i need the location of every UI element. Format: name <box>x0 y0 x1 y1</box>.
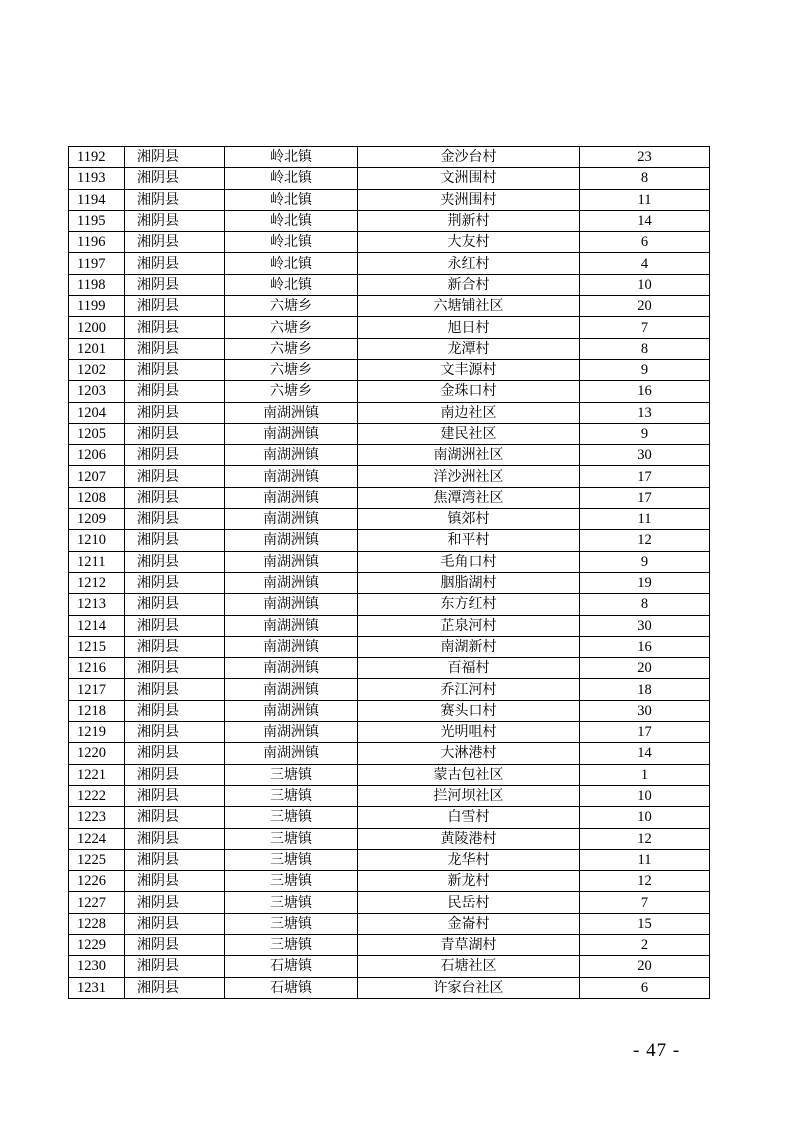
county-cell: 湘阴县 <box>125 338 225 359</box>
county-cell: 湘阴县 <box>125 934 225 955</box>
county-cell: 湘阴县 <box>125 274 225 295</box>
village-cell: 百福村 <box>358 658 580 679</box>
town-cell: 六塘乡 <box>225 381 358 402</box>
village-cell: 和平村 <box>358 530 580 551</box>
row-number-cell: 1224 <box>69 828 125 849</box>
town-cell: 三塘镇 <box>225 871 358 892</box>
count-cell: 17 <box>580 487 710 508</box>
village-cell: 民岳村 <box>358 892 580 913</box>
table-row <box>69 274 710 295</box>
table-row <box>69 934 710 955</box>
count-cell: 20 <box>580 296 710 317</box>
table-row <box>69 871 710 892</box>
village-cell: 南湖新村 <box>358 636 580 657</box>
village-cell: 文洲围村 <box>358 168 580 189</box>
county-cell: 湘阴县 <box>125 445 225 466</box>
town-cell: 六塘乡 <box>225 338 358 359</box>
row-number-cell: 1201 <box>69 338 125 359</box>
village-cell: 赛头口村 <box>358 700 580 721</box>
village-cell: 夹洲围村 <box>358 189 580 210</box>
village-cell: 龙华村 <box>358 849 580 870</box>
town-cell: 南湖洲镇 <box>225 615 358 636</box>
town-cell: 三塘镇 <box>225 934 358 955</box>
county-cell: 湘阴县 <box>125 849 225 870</box>
village-cell: 金珠口村 <box>358 381 580 402</box>
row-number-cell: 1228 <box>69 913 125 934</box>
row-number-cell: 1210 <box>69 530 125 551</box>
village-cell: 青草湖村 <box>358 934 580 955</box>
row-number-cell: 1231 <box>69 977 125 998</box>
town-cell: 石塘镇 <box>225 977 358 998</box>
count-cell: 6 <box>580 977 710 998</box>
village-cell: 拦河坝社区 <box>358 785 580 806</box>
town-cell: 岭北镇 <box>225 189 358 210</box>
count-cell: 14 <box>580 210 710 231</box>
town-cell: 岭北镇 <box>225 168 358 189</box>
table-row <box>69 572 710 593</box>
town-cell: 南湖洲镇 <box>225 509 358 530</box>
town-cell: 岭北镇 <box>225 253 358 274</box>
count-cell: 30 <box>580 445 710 466</box>
row-number-cell: 1216 <box>69 658 125 679</box>
count-cell: 1 <box>580 764 710 785</box>
table-row <box>69 700 710 721</box>
village-cell: 胭脂湖村 <box>358 572 580 593</box>
row-number-cell: 1207 <box>69 466 125 487</box>
table-row <box>69 253 710 274</box>
town-cell: 南湖洲镇 <box>225 572 358 593</box>
table-row <box>69 509 710 530</box>
row-number-cell: 1225 <box>69 849 125 870</box>
table-body <box>69 147 710 999</box>
count-cell: 11 <box>580 849 710 870</box>
count-cell: 18 <box>580 679 710 700</box>
county-cell: 湘阴县 <box>125 530 225 551</box>
village-cell: 洋沙洲社区 <box>358 466 580 487</box>
row-number-cell: 1217 <box>69 679 125 700</box>
row-number-cell: 1219 <box>69 722 125 743</box>
row-number-cell: 1229 <box>69 934 125 955</box>
count-cell: 19 <box>580 572 710 593</box>
village-cell: 金沙台村 <box>358 147 580 168</box>
village-cell: 大淋港村 <box>358 743 580 764</box>
count-cell: 8 <box>580 594 710 615</box>
county-cell: 湘阴县 <box>125 658 225 679</box>
town-cell: 三塘镇 <box>225 828 358 849</box>
village-table <box>68 146 710 999</box>
row-number-cell: 1223 <box>69 807 125 828</box>
table-row <box>69 189 710 210</box>
row-number-cell: 1202 <box>69 359 125 380</box>
count-cell: 13 <box>580 402 710 423</box>
county-cell: 湘阴县 <box>125 296 225 317</box>
table-row <box>69 977 710 998</box>
town-cell: 南湖洲镇 <box>225 594 358 615</box>
count-cell: 7 <box>580 892 710 913</box>
count-cell: 8 <box>580 338 710 359</box>
town-cell: 南湖洲镇 <box>225 423 358 444</box>
county-cell: 湘阴县 <box>125 253 225 274</box>
town-cell: 岭北镇 <box>225 274 358 295</box>
count-cell: 9 <box>580 551 710 572</box>
village-cell: 荆新村 <box>358 210 580 231</box>
county-cell: 湘阴县 <box>125 722 225 743</box>
village-cell: 六塘铺社区 <box>358 296 580 317</box>
table-row <box>69 828 710 849</box>
village-cell: 焦潭湾社区 <box>358 487 580 508</box>
row-number-cell: 1194 <box>69 189 125 210</box>
table-row <box>69 956 710 977</box>
town-cell: 南湖洲镇 <box>225 445 358 466</box>
table-row <box>69 594 710 615</box>
town-cell: 南湖洲镇 <box>225 636 358 657</box>
row-number-cell: 1211 <box>69 551 125 572</box>
village-cell: 金崙村 <box>358 913 580 934</box>
row-number-cell: 1214 <box>69 615 125 636</box>
row-number-cell: 1192 <box>69 147 125 168</box>
county-cell: 湘阴县 <box>125 785 225 806</box>
count-cell: 14 <box>580 743 710 764</box>
row-number-cell: 1193 <box>69 168 125 189</box>
count-cell: 10 <box>580 785 710 806</box>
count-cell: 7 <box>580 317 710 338</box>
town-cell: 三塘镇 <box>225 892 358 913</box>
page-number: - 47 - <box>633 1040 681 1061</box>
village-cell: 白雪村 <box>358 807 580 828</box>
town-cell: 三塘镇 <box>225 785 358 806</box>
count-cell: 20 <box>580 658 710 679</box>
row-number-cell: 1199 <box>69 296 125 317</box>
county-cell: 湘阴县 <box>125 168 225 189</box>
row-number-cell: 1195 <box>69 210 125 231</box>
count-cell: 17 <box>580 722 710 743</box>
table-row <box>69 764 710 785</box>
village-cell: 南湖洲社区 <box>358 445 580 466</box>
count-cell: 12 <box>580 871 710 892</box>
town-cell: 三塘镇 <box>225 807 358 828</box>
village-cell: 芷泉河村 <box>358 615 580 636</box>
town-cell: 南湖洲镇 <box>225 402 358 423</box>
county-cell: 湘阴县 <box>125 551 225 572</box>
village-cell: 乔江河村 <box>358 679 580 700</box>
table-row <box>69 636 710 657</box>
town-cell: 六塘乡 <box>225 296 358 317</box>
count-cell: 11 <box>580 509 710 530</box>
town-cell: 南湖洲镇 <box>225 466 358 487</box>
county-cell: 湘阴县 <box>125 743 225 764</box>
count-cell: 30 <box>580 615 710 636</box>
count-cell: 11 <box>580 189 710 210</box>
row-number-cell: 1206 <box>69 445 125 466</box>
count-cell: 10 <box>580 807 710 828</box>
town-cell: 南湖洲镇 <box>225 722 358 743</box>
town-cell: 石塘镇 <box>225 956 358 977</box>
town-cell: 岭北镇 <box>225 232 358 253</box>
county-cell: 湘阴县 <box>125 359 225 380</box>
row-number-cell: 1213 <box>69 594 125 615</box>
town-cell: 南湖洲镇 <box>225 679 358 700</box>
town-cell: 岭北镇 <box>225 147 358 168</box>
table-row <box>69 210 710 231</box>
table-row <box>69 381 710 402</box>
count-cell: 23 <box>580 147 710 168</box>
table-row <box>69 487 710 508</box>
county-cell: 湘阴县 <box>125 679 225 700</box>
county-cell: 湘阴县 <box>125 913 225 934</box>
row-number-cell: 1203 <box>69 381 125 402</box>
county-cell: 湘阴县 <box>125 487 225 508</box>
table-row <box>69 530 710 551</box>
row-number-cell: 1218 <box>69 700 125 721</box>
row-number-cell: 1227 <box>69 892 125 913</box>
village-cell: 镇郊村 <box>358 509 580 530</box>
count-cell: 30 <box>580 700 710 721</box>
row-number-cell: 1200 <box>69 317 125 338</box>
row-number-cell: 1222 <box>69 785 125 806</box>
village-cell: 新合村 <box>358 274 580 295</box>
table-row <box>69 338 710 359</box>
table-row <box>69 658 710 679</box>
village-cell: 文丰源村 <box>358 359 580 380</box>
county-cell: 湘阴县 <box>125 828 225 849</box>
row-number-cell: 1212 <box>69 572 125 593</box>
table-row <box>69 296 710 317</box>
count-cell: 6 <box>580 232 710 253</box>
town-cell: 南湖洲镇 <box>225 743 358 764</box>
table-row <box>69 679 710 700</box>
village-cell: 南边社区 <box>358 402 580 423</box>
county-cell: 湘阴县 <box>125 147 225 168</box>
county-cell: 湘阴县 <box>125 423 225 444</box>
count-cell: 9 <box>580 423 710 444</box>
county-cell: 湘阴县 <box>125 594 225 615</box>
town-cell: 南湖洲镇 <box>225 700 358 721</box>
table-row <box>69 402 710 423</box>
row-number-cell: 1230 <box>69 956 125 977</box>
table-row <box>69 807 710 828</box>
table-row <box>69 359 710 380</box>
town-cell: 六塘乡 <box>225 359 358 380</box>
village-cell: 毛角口村 <box>358 551 580 572</box>
table-row <box>69 317 710 338</box>
town-cell: 六塘乡 <box>225 317 358 338</box>
row-number-cell: 1226 <box>69 871 125 892</box>
town-cell: 岭北镇 <box>225 210 358 231</box>
table-row <box>69 849 710 870</box>
county-cell: 湘阴县 <box>125 317 225 338</box>
village-cell: 许家台社区 <box>358 977 580 998</box>
count-cell: 2 <box>580 934 710 955</box>
village-cell: 蒙古包社区 <box>358 764 580 785</box>
count-cell: 8 <box>580 168 710 189</box>
count-cell: 16 <box>580 381 710 402</box>
count-cell: 17 <box>580 466 710 487</box>
village-cell: 新龙村 <box>358 871 580 892</box>
row-number-cell: 1204 <box>69 402 125 423</box>
row-number-cell: 1215 <box>69 636 125 657</box>
county-cell: 湘阴县 <box>125 700 225 721</box>
row-number-cell: 1197 <box>69 253 125 274</box>
count-cell: 12 <box>580 828 710 849</box>
county-cell: 湘阴县 <box>125 509 225 530</box>
county-cell: 湘阴县 <box>125 977 225 998</box>
town-cell: 三塘镇 <box>225 913 358 934</box>
village-cell: 旭日村 <box>358 317 580 338</box>
table-row <box>69 232 710 253</box>
table-row <box>69 785 710 806</box>
table-row <box>69 168 710 189</box>
table-row <box>69 551 710 572</box>
county-cell: 湘阴县 <box>125 807 225 828</box>
village-cell: 永红村 <box>358 253 580 274</box>
county-cell: 湘阴县 <box>125 636 225 657</box>
village-cell: 光明咀村 <box>358 722 580 743</box>
county-cell: 湘阴县 <box>125 466 225 487</box>
table-row <box>69 892 710 913</box>
table-row <box>69 615 710 636</box>
count-cell: 10 <box>580 274 710 295</box>
county-cell: 湘阴县 <box>125 892 225 913</box>
town-cell: 南湖洲镇 <box>225 530 358 551</box>
town-cell: 三塘镇 <box>225 764 358 785</box>
count-cell: 15 <box>580 913 710 934</box>
county-cell: 湘阴县 <box>125 381 225 402</box>
village-cell: 东方红村 <box>358 594 580 615</box>
table-row <box>69 913 710 934</box>
county-cell: 湘阴县 <box>125 572 225 593</box>
table-row <box>69 743 710 764</box>
table-row <box>69 445 710 466</box>
table-row <box>69 466 710 487</box>
count-cell: 4 <box>580 253 710 274</box>
count-cell: 9 <box>580 359 710 380</box>
village-cell: 龙潭村 <box>358 338 580 359</box>
village-cell: 大友村 <box>358 232 580 253</box>
town-cell: 南湖洲镇 <box>225 658 358 679</box>
row-number-cell: 1198 <box>69 274 125 295</box>
count-cell: 20 <box>580 956 710 977</box>
county-cell: 湘阴县 <box>125 764 225 785</box>
row-number-cell: 1205 <box>69 423 125 444</box>
row-number-cell: 1196 <box>69 232 125 253</box>
count-cell: 12 <box>580 530 710 551</box>
county-cell: 湘阴县 <box>125 402 225 423</box>
table-row <box>69 722 710 743</box>
village-cell: 建民社区 <box>358 423 580 444</box>
row-number-cell: 1220 <box>69 743 125 764</box>
county-cell: 湘阴县 <box>125 871 225 892</box>
town-cell: 南湖洲镇 <box>225 487 358 508</box>
table-row <box>69 423 710 444</box>
table-row <box>69 147 710 168</box>
county-cell: 湘阴县 <box>125 615 225 636</box>
county-cell: 湘阴县 <box>125 232 225 253</box>
count-cell: 16 <box>580 636 710 657</box>
town-cell: 南湖洲镇 <box>225 551 358 572</box>
village-cell: 黄陵港村 <box>358 828 580 849</box>
county-cell: 湘阴县 <box>125 189 225 210</box>
town-cell: 三塘镇 <box>225 849 358 870</box>
county-cell: 湘阴县 <box>125 210 225 231</box>
row-number-cell: 1221 <box>69 764 125 785</box>
row-number-cell: 1209 <box>69 509 125 530</box>
row-number-cell: 1208 <box>69 487 125 508</box>
village-cell: 石塘社区 <box>358 956 580 977</box>
county-cell: 湘阴县 <box>125 956 225 977</box>
